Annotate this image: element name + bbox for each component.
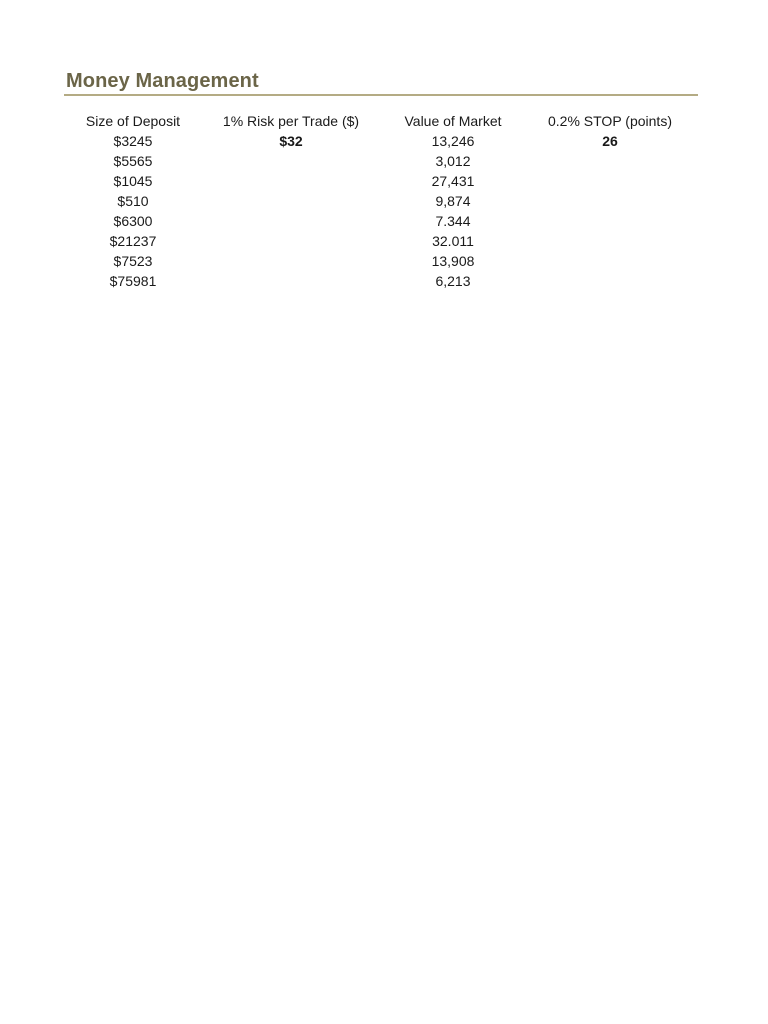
header-risk-per-trade: 1% Risk per Trade ($) bbox=[222, 113, 360, 129]
table-row bbox=[64, 191, 694, 211]
cell-stop bbox=[526, 151, 694, 171]
cell-deposit: $1045 bbox=[113, 173, 153, 189]
cell-stop bbox=[526, 211, 694, 231]
cell-risk bbox=[202, 171, 380, 191]
cell-stop: 26 bbox=[602, 133, 618, 149]
header-value-of-market: Value of Market bbox=[404, 113, 502, 129]
table-header-row bbox=[64, 111, 694, 131]
cell-market: 32.011 bbox=[432, 233, 474, 249]
page-title: Money Management bbox=[66, 70, 259, 92]
cell-risk bbox=[202, 271, 380, 291]
cell-risk bbox=[202, 211, 380, 231]
cell-risk bbox=[202, 231, 380, 251]
cell-deposit: $7523 bbox=[113, 253, 153, 269]
cell-market: 9,874 bbox=[435, 193, 471, 209]
cell-stop bbox=[526, 191, 694, 211]
cell-deposit: $3245 bbox=[113, 133, 153, 149]
table-row bbox=[64, 211, 694, 231]
cell-deposit: $6300 bbox=[113, 213, 153, 229]
table-row bbox=[64, 131, 694, 151]
table-row bbox=[64, 251, 694, 271]
table-row bbox=[64, 151, 694, 171]
cell-market: 3,012 bbox=[435, 153, 471, 169]
cell-risk: $32 bbox=[279, 133, 303, 149]
cell-deposit: $510 bbox=[117, 193, 149, 209]
table-row bbox=[64, 171, 694, 191]
cell-stop bbox=[526, 251, 694, 271]
header-stop-points: 0.2% STOP (points) bbox=[548, 113, 672, 129]
table-row bbox=[64, 231, 694, 251]
cell-market: 13,908 bbox=[431, 253, 475, 269]
cell-market: 13,246 bbox=[431, 133, 475, 149]
cell-market: 6,213 bbox=[435, 273, 471, 289]
title-underline bbox=[64, 94, 698, 96]
cell-risk bbox=[202, 191, 380, 211]
cell-deposit: $21237 bbox=[109, 233, 157, 249]
header-size-of-deposit: Size of Deposit bbox=[85, 113, 181, 129]
cell-stop bbox=[526, 171, 694, 191]
money-management-table bbox=[64, 111, 694, 291]
cell-risk bbox=[202, 151, 380, 171]
cell-deposit: $75981 bbox=[109, 273, 157, 289]
cell-stop bbox=[526, 231, 694, 251]
cell-risk bbox=[202, 251, 380, 271]
table-row bbox=[64, 271, 694, 291]
cell-market: 7.344 bbox=[435, 213, 471, 229]
cell-market: 27,431 bbox=[431, 173, 475, 189]
cell-stop bbox=[526, 271, 694, 291]
cell-deposit: $5565 bbox=[113, 153, 153, 169]
